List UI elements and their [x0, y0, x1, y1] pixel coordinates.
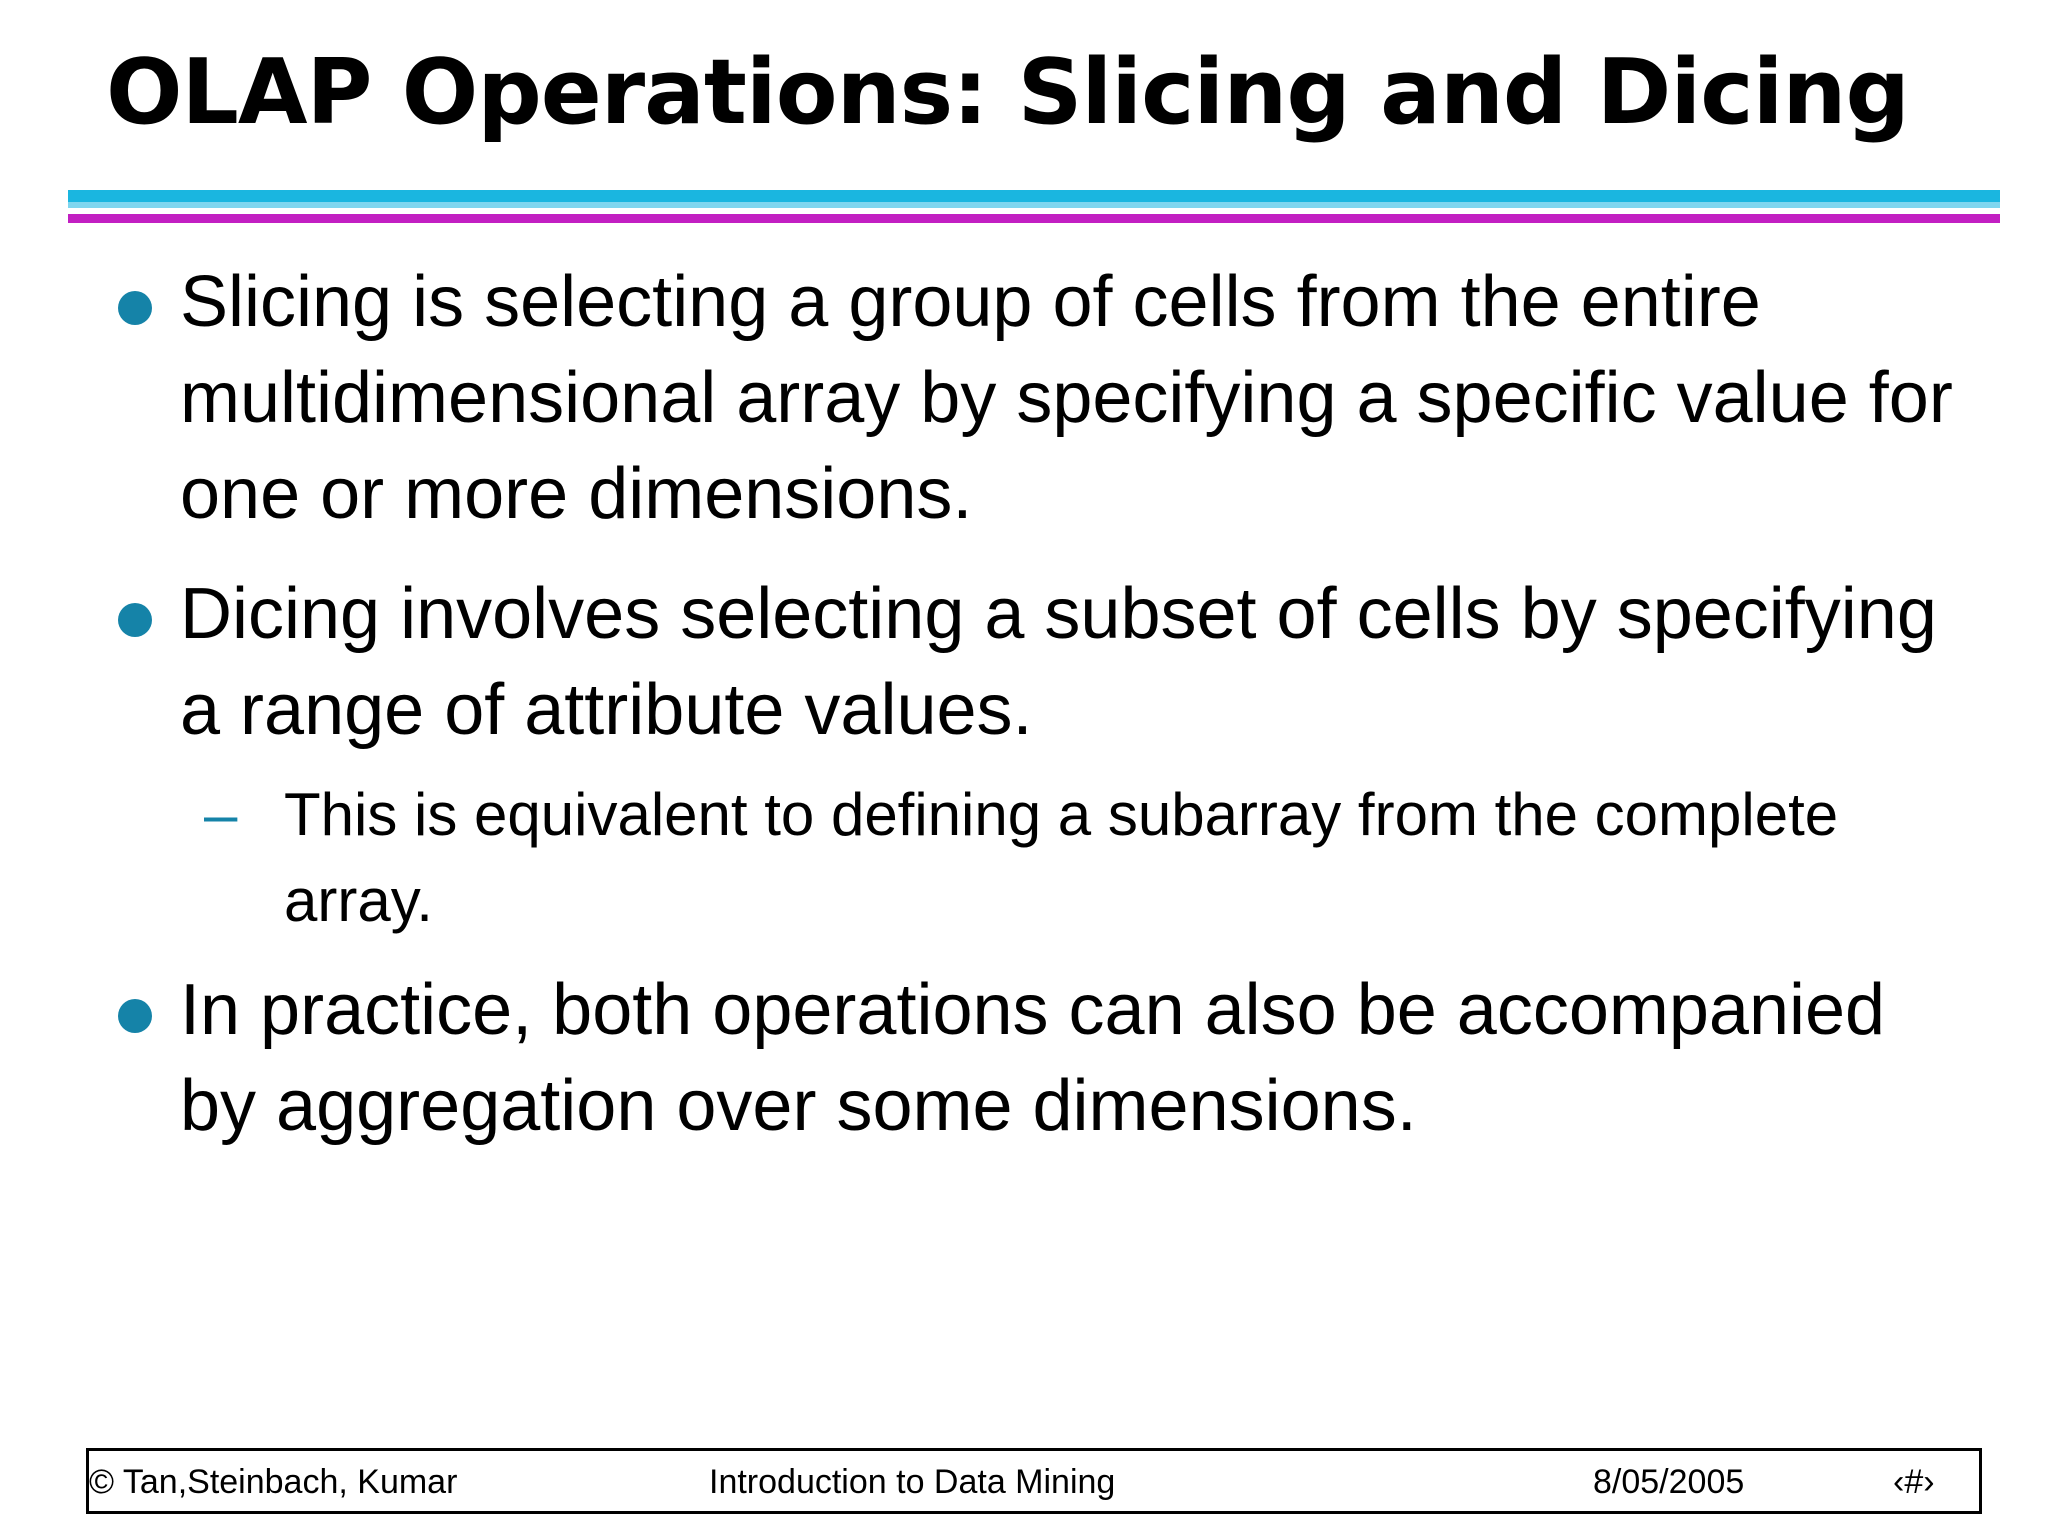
bullet-text: Dicing involves selecting a subset of cells by specifying a range of attribute values. [180, 574, 1937, 750]
footer-course: Introduction to Data Mining [709, 1463, 1116, 1501]
bullet-item [180, 254, 1970, 542]
dash-icon: – [204, 781, 238, 848]
footer-copyright: © Tan,Steinbach, Kumar [89, 1463, 458, 1501]
sub-bullet-item [204, 772, 1984, 944]
bullet-dot-icon [118, 999, 152, 1033]
bullet-dot-icon [118, 291, 152, 325]
footer-date: 8/05/2005 [1593, 1463, 1745, 1501]
slide-title: OLAP Operations: Slicing and Dicing [106, 40, 1909, 145]
bullet-item [180, 566, 1970, 758]
bullet-text: Slicing is selecting a group of cells from the entire multidimensional array by specifying a specific value for one or more dimensions. [180, 262, 1953, 534]
bullet-item [180, 962, 1970, 1154]
title-rule-cyan-light [68, 202, 2000, 208]
title-rule-cyan [68, 190, 2000, 202]
footer-page-number: ‹#› [1893, 1463, 1935, 1501]
sub-bullet-text: This is equivalent to defining a subarray from the complete array. [284, 781, 1839, 934]
slide-footer [86, 1448, 1982, 1514]
bullet-text: In practice, both operations can also be accompanied by aggregation over some dimensions. [180, 970, 1886, 1146]
title-rule-magenta [68, 214, 2000, 223]
bullet-dot-icon [118, 603, 152, 637]
